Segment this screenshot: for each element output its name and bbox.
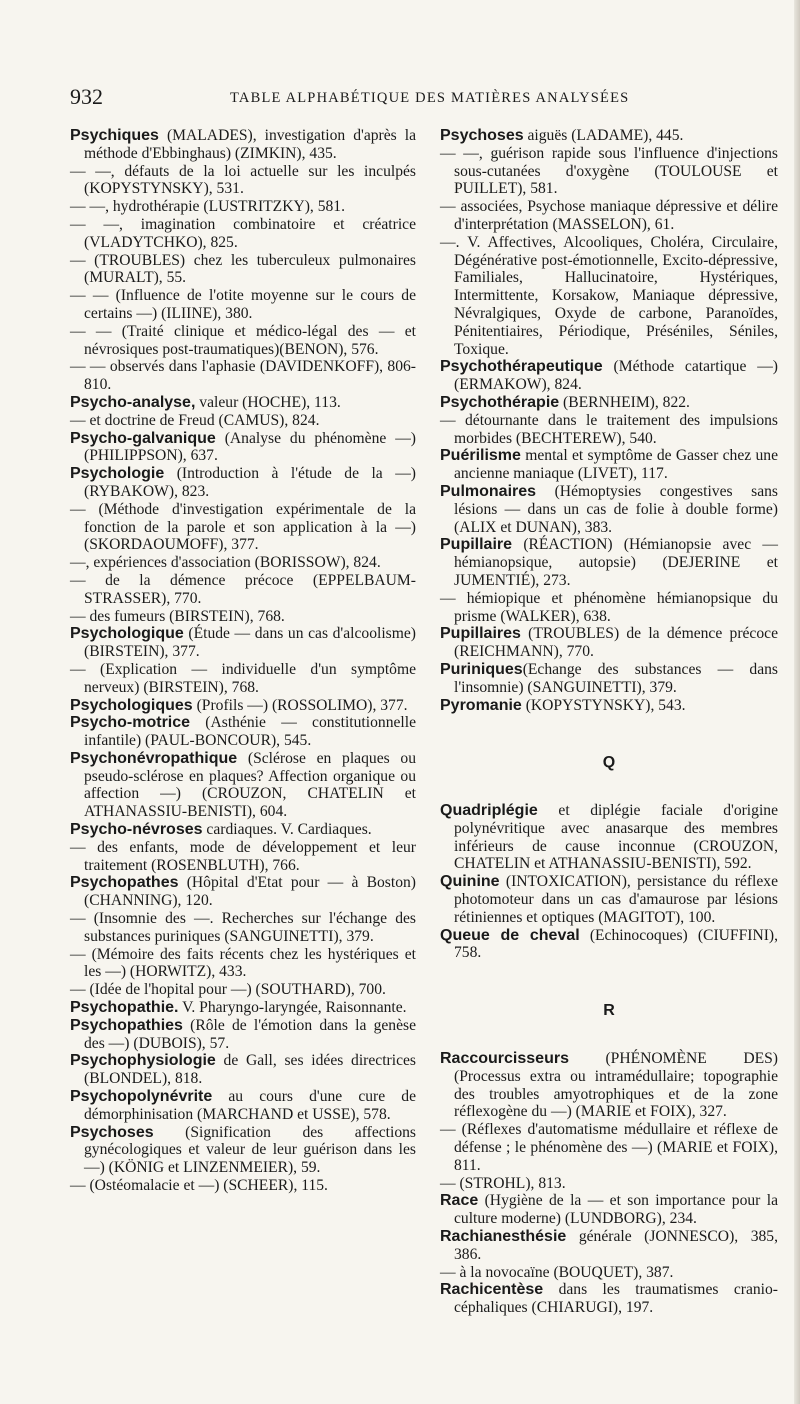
index-entry: [70, 127, 416, 163]
index-entry: [70, 625, 416, 661]
entry-text: valeur (HOCHE), 113.: [195, 393, 341, 411]
index-entry: [440, 483, 778, 536]
index-entry: [70, 1052, 416, 1088]
index-entry: [440, 447, 778, 483]
index-entry: [440, 802, 778, 873]
index-entry: [70, 661, 416, 697]
entry-text: cardiaques. V. Cardiaques.: [202, 821, 372, 839]
index-entry: [440, 1281, 778, 1317]
entry-headword: Psychonévropathique: [70, 749, 238, 767]
index-entry: [440, 1050, 778, 1121]
entry-headword: Psychopolynévrite: [70, 1088, 213, 1106]
index-entry: [440, 590, 778, 626]
entry-text: (Méthode catartique —) (ERMAKOW), 824.: [454, 358, 778, 394]
entry-text: — —, hydrothérapie (LUSTRITZKY), 581.: [70, 198, 345, 216]
index-entry: [70, 412, 416, 430]
index-entry: [70, 750, 416, 821]
index-entry: [440, 873, 778, 926]
entry-text: — (Explication — individuelle d'un symptôme nerveux) (BIRSTEIN), 768.: [70, 660, 416, 696]
entry-headword: Raccourcisseurs: [440, 1050, 569, 1068]
scan-edge: [794, 0, 800, 1404]
index-entry: [70, 252, 416, 288]
entry-headword: Rachicentèse: [440, 1281, 544, 1299]
entry-headword: Race: [440, 1192, 479, 1210]
index-entry: [440, 394, 778, 412]
right-column: [440, 127, 778, 1317]
index-entry: [440, 1264, 778, 1282]
entry-text: — (Méthode d'investigation expérimentale de la fonction de la parole et son application à la —) (SKORDAOUMOFF), 377.: [70, 500, 416, 554]
index-entry: [70, 608, 416, 626]
page-header: [70, 84, 770, 114]
entry-headword: Psycho-motrice: [70, 714, 191, 732]
entry-text: (Hygiène de la — et son importance pour la culture moderne) (LUNDBORG), 234.: [454, 1192, 778, 1228]
entry-headword: Psychoses: [70, 1123, 154, 1141]
index-entry: [440, 358, 778, 394]
entry-headword: Psychologique: [70, 625, 184, 643]
entry-text: —, expériences d'association (BORISSOW), 824.: [70, 554, 381, 572]
left-column: [70, 127, 416, 1195]
entry-headword: Pyromanie: [440, 696, 522, 714]
section-letter-r: R: [603, 1002, 615, 1020]
entry-text: — — (Traité clinique et médico-légal des — et névrosiques post-traumatiques)(BENON), 576.: [70, 322, 416, 358]
entry-text: (Signification des affections gynécologiques et valeur de leur guérison dans les —) (KÖNIG et LINZENMEIER), 59.: [84, 1123, 416, 1177]
entry-text: — — (Influence de l'otite moyenne sur le cours de certains —) (ILIINE), 380.: [70, 287, 416, 322]
section-letter-q: Q: [602, 754, 616, 772]
index-entry: [440, 145, 778, 198]
entry-text: — —, défauts de la loi actuelle sur les inculpés (KOPYSTYNSKY), 531.: [70, 162, 416, 198]
entry-headword: Psychologie: [70, 465, 165, 483]
entry-text: —. V. Affectives, Alcooliques, Choléra, Circulaire, Dégénérative post-émotionnelle, Excito-dépressive, Familiales, Hallucinatoire, Hystériques, Intermittente, Korsakow, Maniaque dépressive, Névralgiques, Oxyde de carbone, Paranoïdes, Pénitentiaires, Périodique, Préséniles, Séniles, Toxique.: [440, 233, 778, 358]
entry-text: (Hémoptysies congestives sans lésions — dans un cas de folie à double forme) (ALIX et DUNAN), 383.: [454, 482, 778, 536]
entry-text: (INTOXICATION), persistance du réflexe photomoteur dans un cas d'amaurose par lésions rétiniennes et optiques (MAGITOT), 100.: [454, 873, 778, 926]
entry-text: générale (JONNESCO), 385, 386.: [454, 1228, 778, 1263]
entry-text: mental et symptôme de Gasser chez une ancienne maniaque (LIVET), 117.: [454, 447, 778, 483]
entry-text: (Hôpital d'Etat pour — à Boston) (CHANNING), 120.: [84, 874, 416, 910]
index-entry: [440, 697, 778, 715]
entry-text: (Profils —) (ROSSOLIMO), 377.: [192, 696, 408, 714]
entry-headword: Pulmonaires: [440, 482, 537, 500]
entry-text: (KOPYSTYNSKY), 543.: [521, 696, 686, 714]
entry-text: (MALADES), investigation d'après la méthode d'Ebbinghaus) (ZIMKIN), 435.: [84, 127, 416, 162]
index-entry: [440, 1192, 778, 1228]
entries-r: [440, 1050, 778, 1317]
index-entry: [70, 323, 416, 359]
index-entry: [70, 501, 416, 554]
entries-q: [440, 802, 778, 962]
entry-headword: Psychophysiologie: [70, 1052, 216, 1070]
index-entry: [440, 625, 778, 661]
entries-p-continued: [440, 127, 778, 714]
entry-text: — — observés dans l'aphasie (DAVIDENKOFF), 806-810.: [70, 358, 416, 394]
page-number: 932: [70, 84, 103, 109]
index-entry: [440, 127, 778, 145]
entry-headword: Psycho-névroses: [70, 821, 203, 839]
index-entry: [70, 946, 416, 982]
index-entry: [440, 198, 778, 234]
index-entry: [70, 394, 416, 412]
index-entry: [440, 1121, 778, 1174]
index-entry: [70, 198, 416, 216]
entry-text: aiguës (LADAME), 445.: [523, 127, 684, 144]
index-entry: [70, 216, 416, 252]
entry-text: au cours d'une cure de démorphinisation (MARCHAND et USSE), 578.: [84, 1088, 416, 1123]
index-entry: [70, 821, 416, 839]
entry-text: (Echange des substances — dans l'insomnie) (SANGUINETTI), 379.: [454, 660, 778, 696]
index-entry: [440, 412, 778, 448]
entry-text: (PHÉNOMÈNE DES) (Processus extra ou intramédullaire; topographie des troubles amyotrophiques et de la zone réflexogène du —) (MARIE et FOIX), 327.: [454, 1050, 778, 1121]
entry-headword: Psychothérapeutique: [440, 358, 603, 376]
entry-text: et diplégie faciale d'origine polynévritique avec anasarque des membres inférieurs de cause inconnue (CROUZON, CHATELIN et ATHANASSIU-BENISTI), 592.: [454, 802, 778, 873]
entry-text: — (Idée de l'hopital pour —) (SOUTHARD), 700.: [70, 981, 386, 999]
entry-text: (Introduction à l'étude de la —) (RYBAKOW), 823.: [84, 465, 416, 500]
entry-text: (RÉACTION) (Hémianopsie avec — hémianopsique, autopsie) (DEJERINE et JUMENTIÉ), 273.: [454, 536, 778, 589]
entry-text: — (Mémoire des faits récents chez les hystériques et les —) (HORWITZ), 433.: [70, 945, 416, 981]
index-entry: [70, 714, 416, 750]
entry-headword: Psychopathie.: [70, 999, 179, 1017]
index-entry: [70, 572, 416, 608]
entry-headword: Pupillaires: [440, 625, 521, 643]
entry-text: (Sclérose en plaques ou pseudo-sclérose en plaques? Affection organique ou affection —) (CROUZON, CHATELIN et ATHANASSIU-BENISTI), 604.: [84, 749, 416, 821]
entry-text: — —, guérison rapide sous l'influence d'injections sous-cutanées d'oxygène (TOULOUSE et PUILLET), 581.: [440, 144, 778, 198]
index-entry: [70, 999, 416, 1017]
index-entry: [70, 839, 416, 875]
entry-headword: Psycho-analyse,: [70, 393, 196, 411]
running-title: TABLE ALPHABÉTIQUE DES MATIÈRES ANALYSÉES: [230, 90, 630, 106]
entry-text: — (Réflexes d'automatisme médullaire et réflexe de défense ; le phénomène des —) (MARIE et FOIX), 811.: [440, 1121, 778, 1174]
index-entry: [70, 910, 416, 946]
index-entry: [70, 874, 416, 910]
index-entry: [70, 163, 416, 199]
entry-text: (Echinocoques) (CIUFFINI), 758.: [454, 926, 778, 962]
entry-text: — (TROUBLES) chez les tuberculeux pulmonaires (MURALT), 55.: [70, 251, 416, 287]
entry-headword: Psychologiques: [70, 696, 193, 714]
entry-text: (Étude — dans un cas d'alcoolisme) (BIRSTEIN), 377.: [84, 625, 416, 661]
index-entry: [70, 697, 416, 715]
entry-text: (Rôle de l'émotion dans la genèse des —) (DUBOIS), 57.: [84, 1016, 416, 1052]
entry-headword: Puérilisme: [440, 447, 521, 465]
entry-headword: Pupillaire: [440, 536, 513, 554]
index-entry: [70, 1088, 416, 1124]
index-entry: [440, 927, 778, 963]
entry-text: — hémiopique et phénomène hémianopsique du prisme (WALKER), 638.: [440, 589, 778, 625]
entry-text: — des enfants, mode de développement et leur traitement (ROSENBLUTH), 766.: [70, 838, 416, 874]
entry-headword: Psycho-galvanique: [70, 429, 216, 447]
entry-text: (Asthénie — constitutionnelle infantile) (PAUL-BONCOUR), 545.: [84, 714, 416, 750]
index-entry: [70, 554, 416, 572]
entry-text: V. Pharyngo-laryngée, Raisonnante.: [178, 999, 407, 1017]
index-entry: [440, 234, 778, 359]
index-entry: [70, 430, 416, 466]
index-entry: [70, 465, 416, 501]
entry-text: — associées, Psychose maniaque dépressive et délire d'interprétation (MASSELON), 61.: [440, 198, 778, 233]
entry-headword: Quadriplégie: [440, 802, 538, 820]
index-entry: [70, 1017, 416, 1053]
entry-headword: Psychopathes: [70, 874, 179, 892]
entry-text: dans les traumatismes cranio-céphaliques (CHIARUGI), 197.: [454, 1281, 778, 1317]
entry-text: (TROUBLES) de la démence précoce (REICHMANN), 770.: [454, 625, 778, 661]
index-entry: [440, 1175, 778, 1193]
index-entry: [70, 358, 416, 394]
entry-text: — détournante dans le traitement des impulsions morbides (BECHTEREW), 540.: [440, 411, 778, 447]
entry-text: (Analyse du phénomène —) (PHILIPPSON), 637.: [84, 429, 416, 465]
entry-text: de Gall, ses idées directrices (BLONDEL), 818.: [84, 1052, 416, 1088]
index-entry: [70, 1177, 416, 1195]
index-entry: [440, 536, 778, 589]
entry-headword: Psychopathies: [70, 1016, 183, 1034]
entry-text: (BERNHEIM), 822.: [559, 393, 690, 411]
entry-headword: Rachianesthésie: [440, 1228, 567, 1246]
index-entry: [70, 1124, 416, 1177]
entry-headword: Psychothérapie: [440, 393, 560, 411]
entry-text: — (Insomnie des —. Recherches sur l'échange des substances puriniques (SANGUINETTI), 379.: [70, 910, 416, 945]
entry-text: — des fumeurs (BIRSTEIN), 768.: [70, 607, 285, 625]
index-entry: [440, 661, 778, 697]
entry-text: — de la démence précoce (EPPELBAUM-STRASSER), 770.: [70, 571, 416, 607]
entry-text: — et doctrine de Freud (CAMUS), 824.: [70, 411, 320, 429]
entry-text: — à la novocaïne (BOUQUET), 387.: [440, 1263, 674, 1281]
entry-headword: Psychiques: [70, 127, 159, 144]
entry-headword: Psychoses: [440, 127, 524, 144]
entry-text: — —, imagination combinatoire et créatrice (VLADYTCHKO), 825.: [70, 215, 416, 251]
entry-headword: Quinine: [440, 873, 500, 891]
index-entry: [440, 1228, 778, 1264]
entry-text: — (Ostéomalacie et —) (SCHEER), 115.: [70, 1177, 328, 1195]
entry-text: — (STROHL), 813.: [440, 1174, 566, 1192]
entry-headword: Puriniques: [440, 660, 523, 678]
entry-headword: Queue de cheval: [440, 926, 580, 944]
index-entry: [70, 287, 416, 323]
index-entry: [70, 981, 416, 999]
